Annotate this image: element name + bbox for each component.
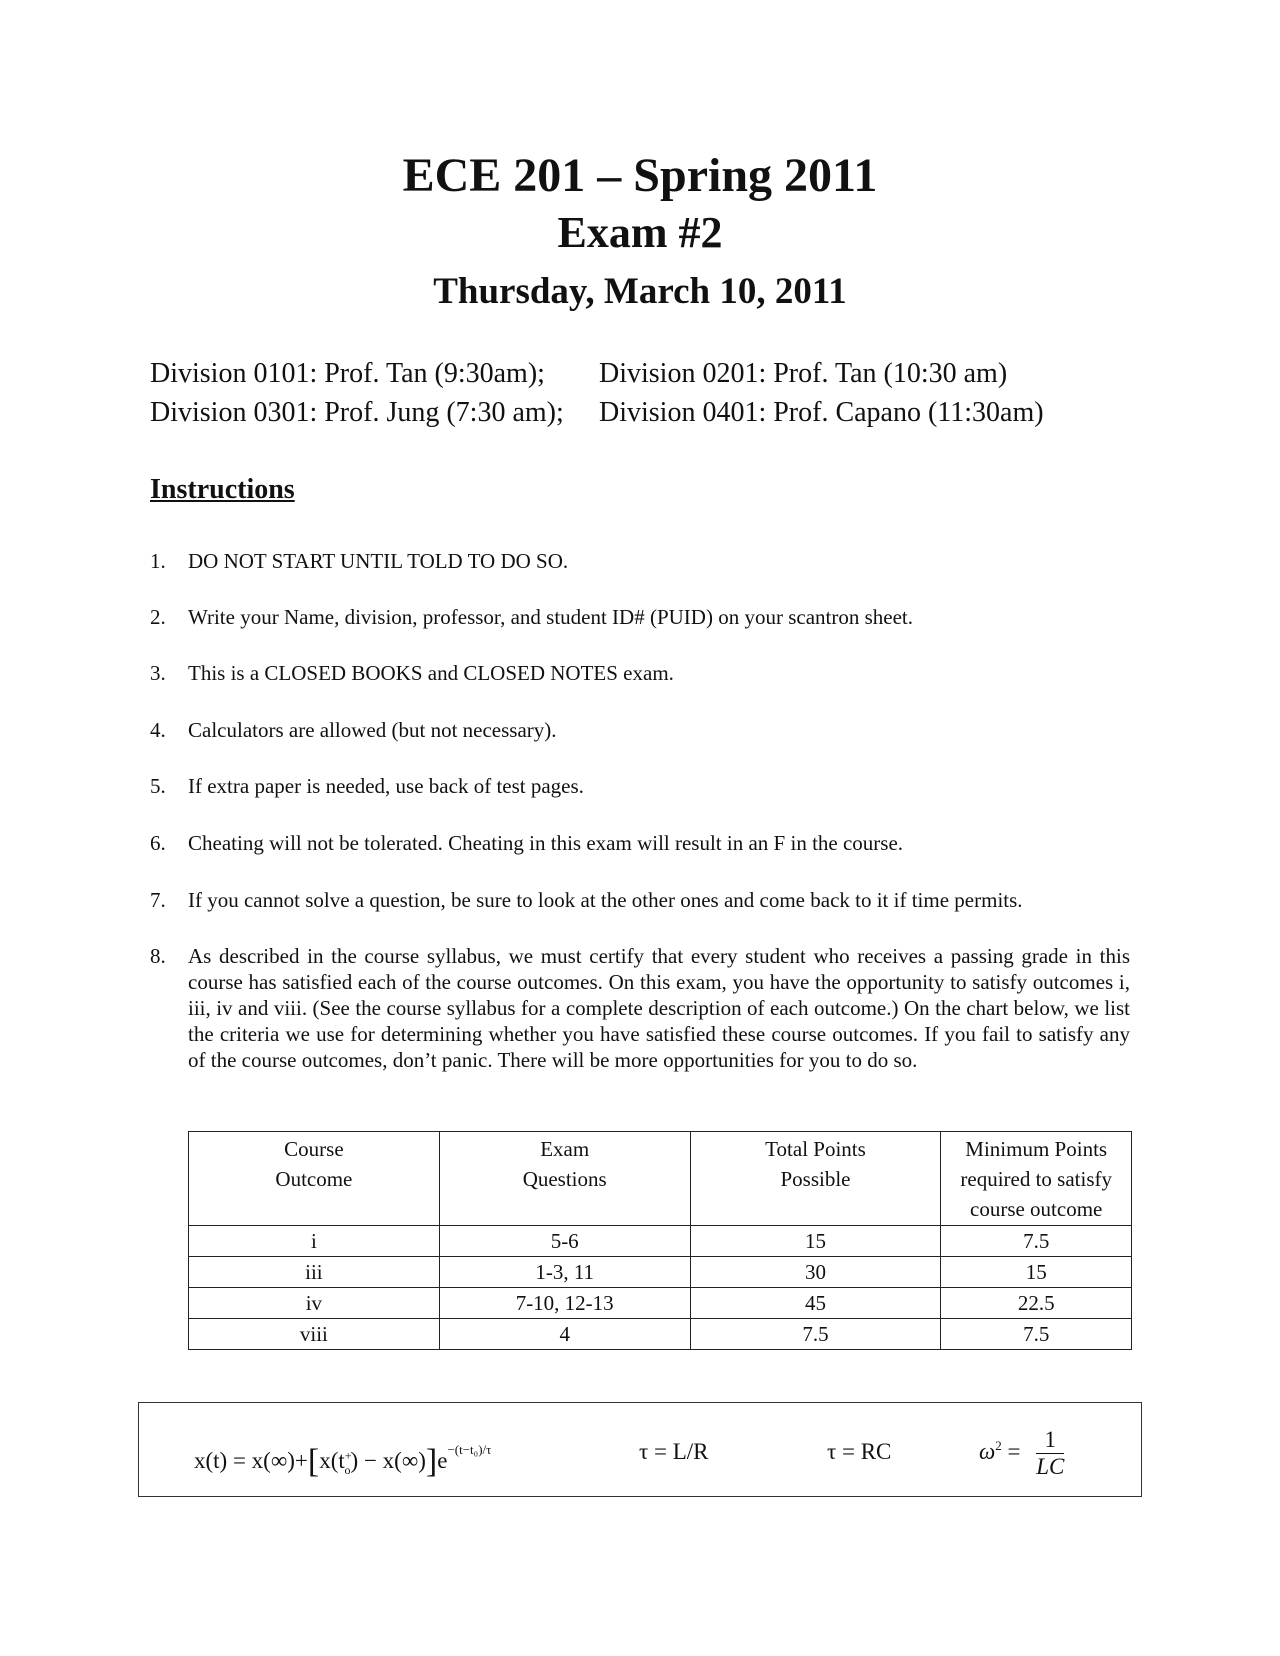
table-cell: 4 — [439, 1319, 690, 1350]
table-cell: viii — [189, 1319, 440, 1350]
header-cell: Course Outcome — [189, 1132, 440, 1226]
table-row — [189, 1257, 1132, 1288]
fraction: $\frac{1}{LC}$ — [1036, 1427, 1065, 1479]
header-cell: Total Points Possible — [690, 1132, 941, 1226]
item-number: 3. — [150, 661, 166, 685]
course-outcomes-table — [188, 1131, 1132, 1350]
item-number: 7. — [150, 888, 166, 912]
item-text: Write your Name, division, professor, and student ID# (PUID) on your scantron sheet. — [188, 605, 913, 629]
instructions-heading: Instructions — [150, 474, 295, 505]
item-text: If extra paper is needed, use back of test pages. — [188, 774, 584, 798]
division-0201: Division 0201: Prof. Tan (10:30 am) — [599, 358, 1008, 389]
table-row — [189, 1319, 1132, 1350]
table-cell: 7.5 — [941, 1226, 1132, 1257]
item-text: This is a CLOSED BOOKS and CLOSED NOTES exam. — [188, 661, 674, 685]
table-cell: 15 — [690, 1226, 941, 1257]
exam-date: Thursday, March 10, 2011 — [433, 271, 847, 312]
division-line-1 — [150, 358, 1008, 390]
division-0401: Division 0401: Prof. Capano (11:30am) — [599, 397, 1044, 428]
table-cell: 45 — [690, 1288, 941, 1319]
item-number: 8. — [150, 944, 166, 968]
transient-response-formula: $x(t) = x(\infty)+[x(t^+_o) - x(\infty)]e^{-(t-t_0)/\tau}$ — [194, 1442, 492, 1480]
table-cell: 7-10, 12-13 — [439, 1288, 690, 1319]
division-0301: Division 0301: Prof. Jung (7:30 am); — [150, 397, 564, 428]
item-text: If you cannot solve a question, be sure to look at the other ones and come back to it if time permits. — [188, 888, 1023, 912]
table-cell: 5-6 — [439, 1226, 690, 1257]
division-0101: Division 0101: Prof. Tan (9:30am); — [150, 358, 545, 389]
omega-lc-formula: $\omega^2$ = $\frac{1}{LC}$ — [979, 1427, 1065, 1479]
table-cell: 15 — [941, 1257, 1132, 1288]
item-number: 4. — [150, 718, 166, 742]
header-cell: Minimum Points required to satisfy course outcome — [941, 1132, 1132, 1226]
table-cell: i — [189, 1226, 440, 1257]
item-text: Cheating will not be tolerated. Cheating in this exam will result in an F in the course. — [188, 831, 904, 855]
table-cell: 7.5 — [941, 1319, 1132, 1350]
tau-rc-formula: τ = RC — [827, 1439, 892, 1464]
table-cell: 30 — [690, 1257, 941, 1288]
table-cell: iii — [189, 1257, 440, 1288]
item-number: 6. — [150, 831, 166, 855]
header-cell: Exam Questions — [439, 1132, 690, 1226]
item-number: 1. — [150, 549, 166, 573]
item-text: As described in the course syllabus, we must certify that every student who receives a passing grade in this course has satisfied each of the course outcomes. On this exam, you have the opportunity to satisfy outcomes i, iii, iv and viii. (See the course syllabus for a complete description of each outcome.) On the chart below, we list the criteria we use for determining whether you have satisfied these course outcomes. If you fail to satisfy any of the course outcomes, don’t panic. There will be more opportunities for you to do so. — [188, 944, 1130, 1072]
table-header-row — [189, 1132, 1132, 1226]
table-cell: iv — [189, 1288, 440, 1319]
item-number: 5. — [150, 774, 166, 798]
division-line-2 — [150, 397, 1044, 429]
tau-lr-formula: τ = L/R — [639, 1439, 709, 1464]
item-text: Calculators are allowed (but not necessary). — [188, 718, 557, 742]
table-cell: 7.5 — [690, 1319, 941, 1350]
item-number: 2. — [150, 605, 166, 629]
table-row — [189, 1226, 1132, 1257]
course-title: ECE 201 – Spring 2011 — [402, 149, 878, 202]
table-cell: 1-3, 11 — [439, 1257, 690, 1288]
table-cell: 22.5 — [941, 1288, 1132, 1319]
item-text: DO NOT START UNTIL TOLD TO DO SO. — [188, 549, 569, 573]
table-row — [189, 1288, 1132, 1319]
exam-title: Exam #2 — [557, 208, 723, 257]
formula-box — [138, 1402, 1142, 1497]
